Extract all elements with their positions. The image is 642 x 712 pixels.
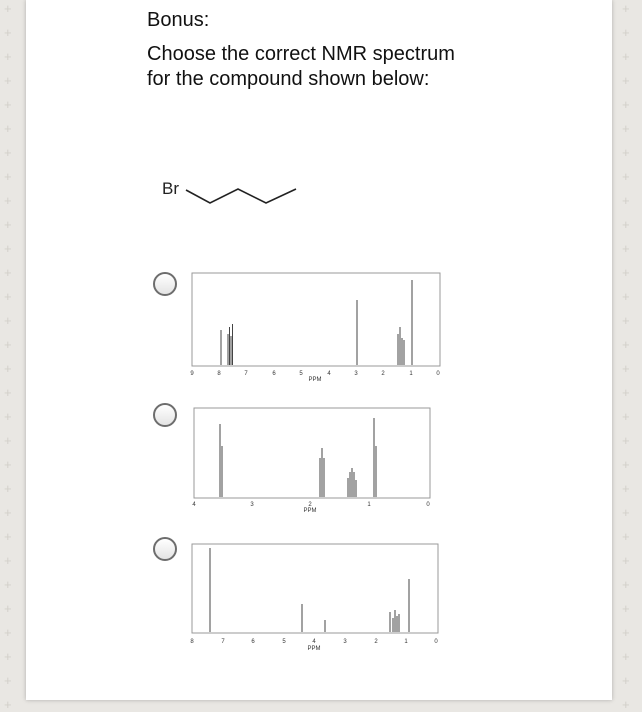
question-text: Choose the correct NMR spectrum for the compound shown below:: [147, 43, 455, 90]
ppm-label: PPM: [303, 508, 317, 514]
tick-label: 4: [312, 639, 316, 645]
background-plus-icon: +: [622, 553, 630, 568]
background-plus-icon: +: [622, 625, 630, 640]
background-plus-icon: +: [4, 457, 12, 472]
background-plus-icon: +: [622, 409, 630, 424]
tick-label: 3: [343, 639, 347, 645]
tick-label: 6: [251, 639, 255, 645]
background-plus-icon: +: [622, 193, 630, 208]
tick-label: 4: [327, 371, 331, 377]
tick-label: 2: [381, 371, 385, 377]
background-plus-icon: +: [622, 529, 630, 544]
background-plus-icon: +: [622, 49, 630, 64]
background-plus-icon: +: [622, 241, 630, 256]
background-plus-icon: +: [622, 433, 630, 448]
ppm-label: PPM: [308, 377, 322, 383]
tick-label: 5: [299, 371, 303, 377]
background-plus-icon: +: [622, 457, 630, 472]
background-plus-icon: +: [4, 433, 12, 448]
background-plus-icon: +: [622, 649, 630, 664]
ppm-axis: [190, 639, 438, 652]
background-plus-icon: +: [622, 505, 630, 520]
question-card: [26, 0, 612, 700]
background-pattern-left: [0, 0, 24, 712]
spectrum-peaks: [220, 418, 376, 497]
background-plus-icon: +: [622, 97, 630, 112]
tick-label: 6: [272, 371, 276, 377]
background-plus-icon: +: [4, 1, 12, 16]
background-plus-icon: +: [4, 145, 12, 160]
background-plus-icon: +: [4, 601, 12, 616]
background-plus-icon: +: [4, 673, 12, 688]
option-1-radio[interactable]: [153, 272, 177, 296]
background-plus-icon: +: [4, 337, 12, 352]
option-1-spectrum: [190, 272, 446, 384]
tick-label: 0: [426, 502, 430, 508]
tick-label: 7: [244, 371, 248, 377]
background-plus-icon: +: [4, 577, 12, 592]
molecule-structure: [160, 172, 310, 212]
background-plus-icon: +: [622, 145, 630, 160]
background-pattern-right: [618, 0, 642, 712]
background-plus-icon: +: [622, 265, 630, 280]
background-plus-icon: +: [4, 217, 12, 232]
background-plus-icon: +: [4, 409, 12, 424]
background-plus-icon: +: [4, 625, 12, 640]
background-plus-icon: +: [622, 577, 630, 592]
background-plus-icon: +: [622, 25, 630, 40]
background-plus-icon: +: [4, 553, 12, 568]
tick-label: 4: [192, 502, 196, 508]
question-title: Bonus:: [147, 9, 210, 31]
background-plus-icon: +: [622, 385, 630, 400]
background-plus-icon: +: [622, 601, 630, 616]
carbon-chain: [186, 189, 296, 203]
option-3-spectrum: [190, 542, 446, 654]
background-plus-icon: +: [4, 193, 12, 208]
tick-label: 5: [282, 639, 286, 645]
tick-label: 8: [217, 371, 221, 377]
background-plus-icon: +: [4, 505, 12, 520]
background-plus-icon: +: [622, 73, 630, 88]
tick-label: 1: [367, 502, 371, 508]
tick-label: 2: [308, 502, 312, 508]
tick-label: 1: [409, 371, 413, 377]
background-plus-icon: +: [622, 697, 630, 712]
background-plus-icon: +: [622, 337, 630, 352]
background-plus-icon: +: [622, 313, 630, 328]
option-3-radio[interactable]: [153, 537, 177, 561]
tick-label: 1: [404, 639, 408, 645]
background-plus-icon: +: [4, 361, 12, 376]
background-plus-icon: +: [4, 313, 12, 328]
background-plus-icon: +: [622, 217, 630, 232]
background-plus-icon: +: [622, 1, 630, 16]
background-plus-icon: +: [4, 385, 12, 400]
spectrum-frame: [192, 544, 438, 633]
background-plus-icon: +: [4, 649, 12, 664]
ppm-axis: [192, 502, 430, 514]
background-plus-icon: +: [4, 25, 12, 40]
background-plus-icon: +: [4, 73, 12, 88]
background-plus-icon: +: [4, 169, 12, 184]
background-plus-icon: +: [622, 169, 630, 184]
background-plus-icon: +: [4, 241, 12, 256]
tick-label: 3: [250, 502, 254, 508]
background-plus-icon: +: [4, 289, 12, 304]
ppm-axis: [190, 371, 440, 383]
tick-label: 0: [436, 371, 440, 377]
background-plus-icon: +: [4, 97, 12, 112]
background-plus-icon: +: [622, 289, 630, 304]
tick-label: 3: [354, 371, 358, 377]
background-plus-icon: +: [4, 121, 12, 136]
tick-label: 0: [434, 639, 438, 645]
tick-label: 9: [190, 371, 194, 377]
background-plus-icon: +: [4, 697, 12, 712]
background-plus-icon: +: [4, 265, 12, 280]
spectrum-peaks: [210, 548, 409, 632]
bromine-label: Br: [162, 179, 179, 198]
tick-label: 2: [374, 639, 378, 645]
background-plus-icon: +: [4, 49, 12, 64]
tick-label: 8: [190, 639, 194, 645]
background-plus-icon: +: [4, 529, 12, 544]
background-plus-icon: +: [622, 673, 630, 688]
tick-label: 7: [221, 639, 225, 645]
background-plus-icon: +: [622, 121, 630, 136]
background-plus-icon: +: [4, 481, 12, 496]
ppm-label: PPM: [307, 646, 321, 652]
spectrum-peaks: [221, 280, 412, 365]
background-plus-icon: +: [622, 481, 630, 496]
spectrum-frame: [194, 408, 430, 498]
option-2-radio[interactable]: [153, 403, 177, 427]
background-plus-icon: +: [622, 361, 630, 376]
option-2-spectrum: [190, 406, 446, 516]
